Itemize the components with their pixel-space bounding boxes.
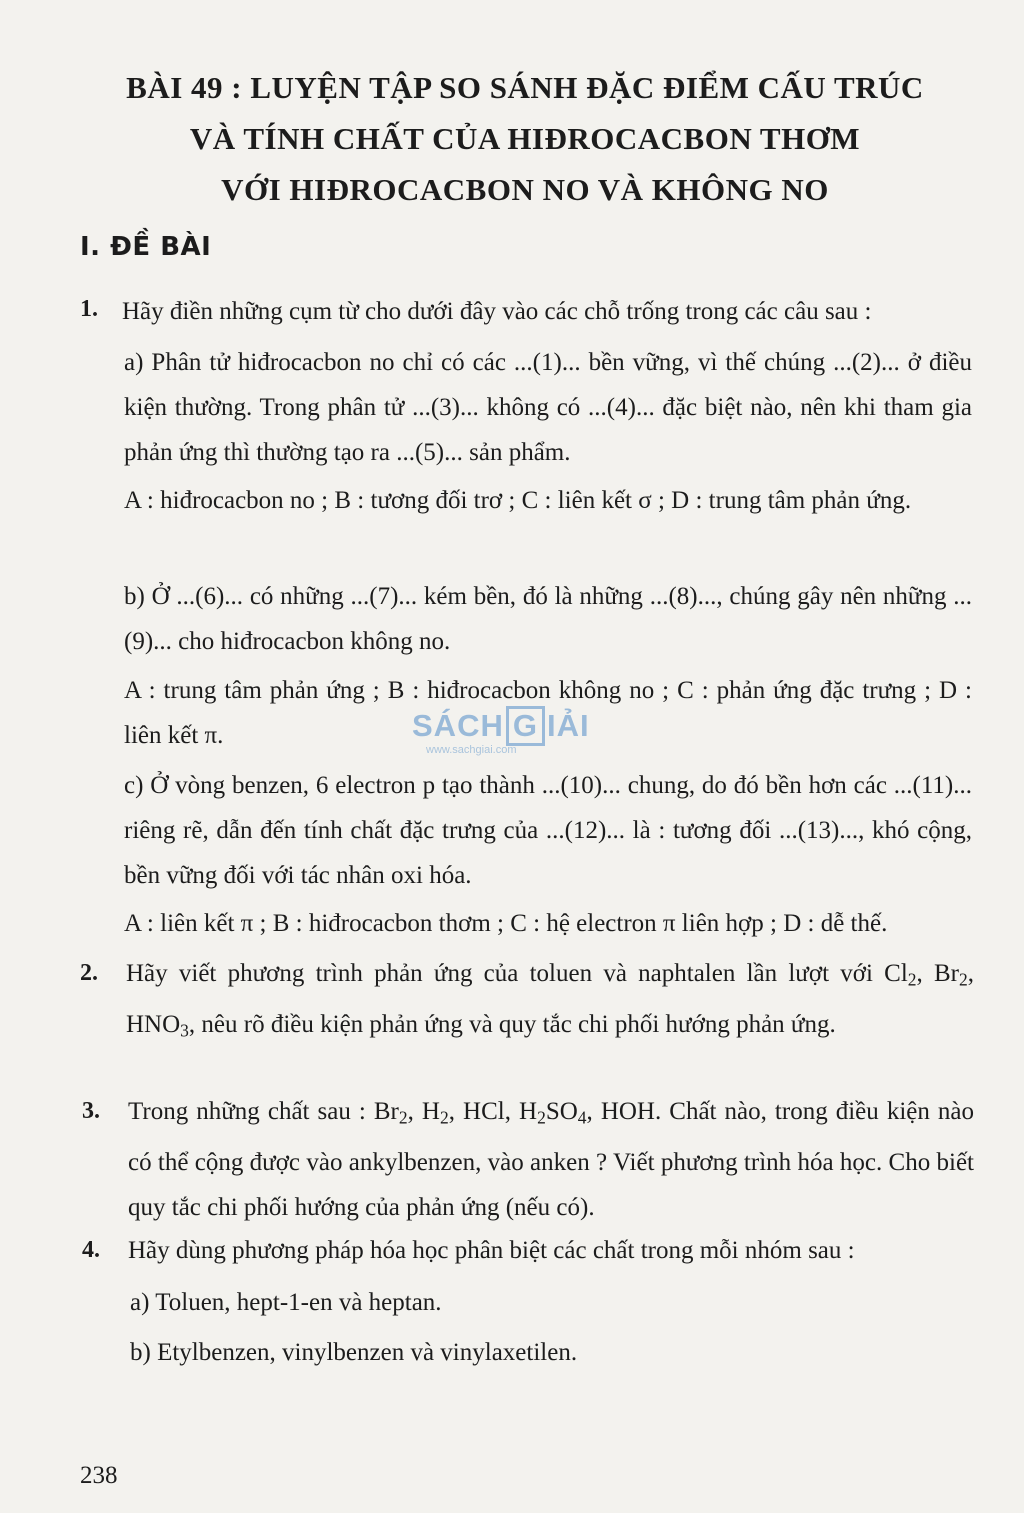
- question-1-intro: Hãy điền những cụm từ cho dưới đây vào các chỗ trống trong các câu sau :: [122, 298, 872, 325]
- question-2-text: Hãy viết phương trình phản ứng của toluen và naphtalen lần lượt với $Cl_2$, $Br_2$, $HNO_3$, nêu rõ điều kiện phản ứng và quy tắc chi phối hướng phản ứng.: [126, 960, 974, 1041]
- page-number: 238: [80, 1462, 118, 1489]
- question-number: 2.: [80, 960, 98, 986]
- page-title: [60, 62, 990, 215]
- question-1a-options: A : hiđrocacbon no ; B : tương đối trơ ; C : liên kết σ ; D : trung tâm phản ứng.: [124, 487, 912, 514]
- question-3-text: Trong những chất sau : $Br_2$, $H_2$, HCl, $H_2SO_4$, HOH. Chất nào, trong điều kiện nào có thể cộng được vào ankylbenzen, vào anken ? Viết phương trình hóa học. Cho biết quy tắc chi phối hướng của phản ứng (nếu có).: [128, 1098, 974, 1222]
- question-1c-options: A : liên kết π ; B : hiđrocacbon thơm ; C : hệ electron π liên hợp ; D : dễ thế.: [124, 910, 888, 937]
- title-line-1: BÀI 49 : LUYỆN TẬP SO SÁNH ĐẶC ĐIỂM CẤU TRÚC: [126, 70, 924, 105]
- question-1c-text: c) Ở vòng benzen, 6 electron p tạo thành ...(10)... chung, do đó bền hơn các ...(11)... riêng rẽ, dẫn đến tính chất đặc trưng của ...(12)... là : tương đối ...(13)..., khó cộng, bền vững đối với tác nhân oxi hóa.: [124, 772, 972, 889]
- question-4b: b) Etylbenzen, vinylbenzen và vinylaxetilen.: [130, 1339, 578, 1366]
- question-number: 3.: [82, 1098, 100, 1124]
- question-number: 4.: [82, 1237, 100, 1263]
- section-heading: I. ĐỀ BÀI: [80, 232, 212, 262]
- question-1a-text: a) Phân tử hiđrocacbon no chỉ có các ...(1)... bền vững, vì thế chúng ...(2)... ở điều kiện thường. Trong phân tử ...(3)... không có ...(4)... đặc biệt nào, nên khi tham gia phản ứng thì thường tạo ra ...(5)... sản phẩm.: [124, 349, 972, 466]
- watermark-logo: SÁCH G IẢI www.sachgiai.com: [412, 708, 590, 756]
- question-1b-options: A : trung tâm phản ứng ; B : hiđrocacbon không no ; C : phản ứng đặc trưng ; D : liên kết π.: [124, 677, 972, 749]
- question-4-intro: Hãy dùng phương pháp hóa học phân biệt các chất trong mỗi nhóm sau :: [128, 1237, 855, 1264]
- title-line-2: VÀ TÍNH CHẤT CỦA HIĐROCACBON THƠM: [189, 121, 861, 156]
- title-line-3: VỚI HIĐROCACBON NO VÀ KHÔNG NO: [221, 172, 829, 207]
- question-1b-text: b) Ở ...(6)... có những ...(7)... kém bền, đó là những ...(8)..., chúng gây nên những ...(9)... cho hiđrocacbon không no.: [124, 583, 972, 655]
- question-4a: a) Toluen, hept-1-en và heptan.: [130, 1289, 442, 1316]
- question-number: 1.: [80, 296, 98, 322]
